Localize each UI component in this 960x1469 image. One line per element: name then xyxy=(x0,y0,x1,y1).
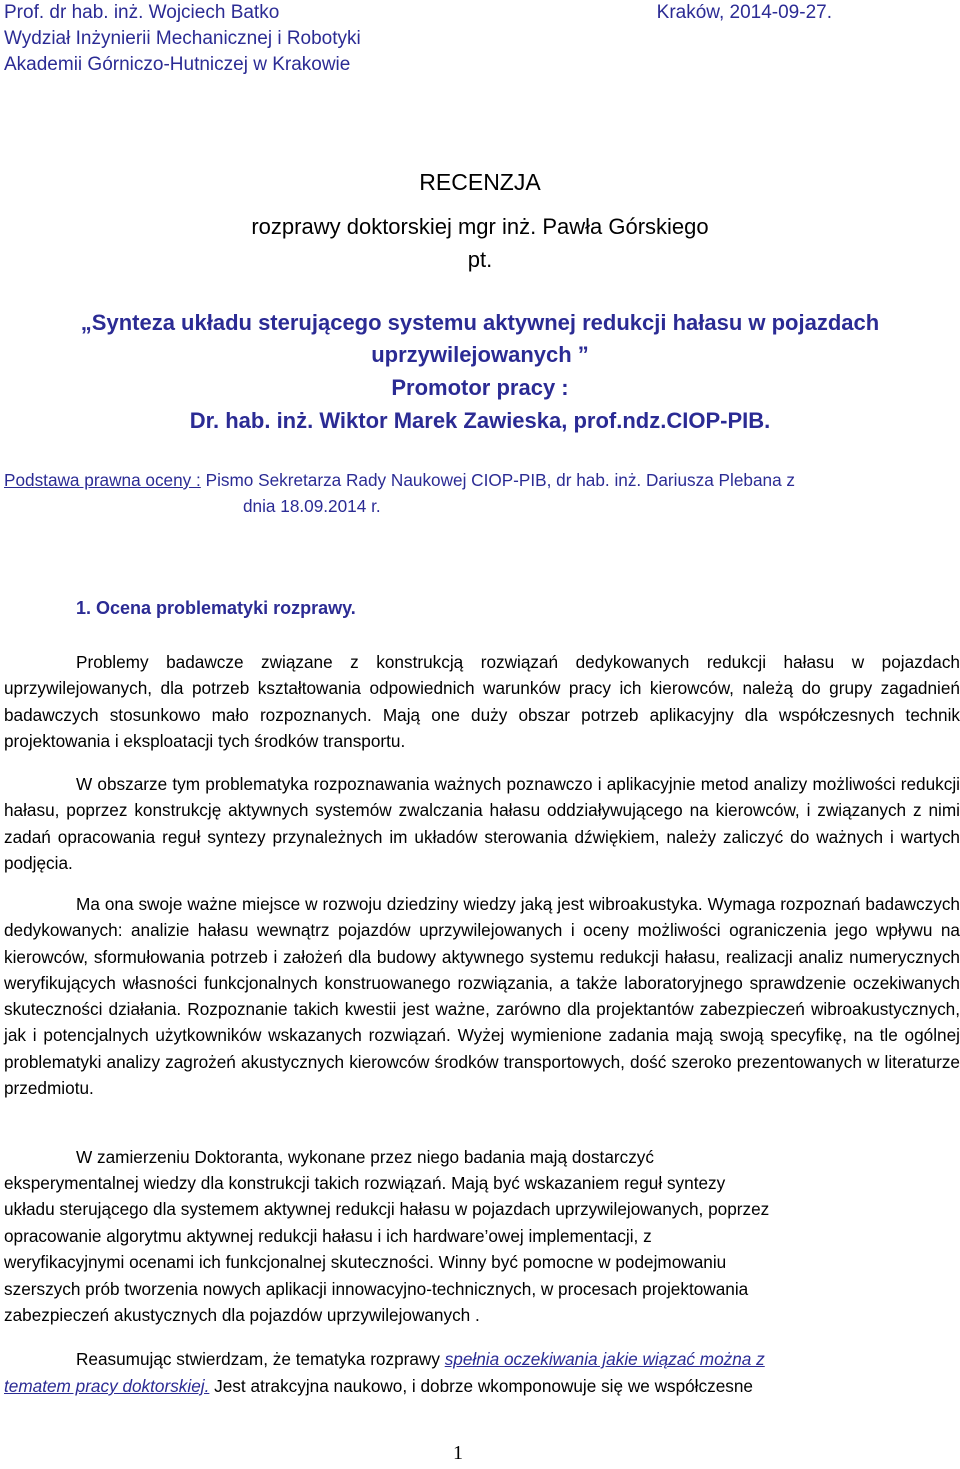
paragraph-5-start: Reasumując stwierdzam, że tematyka rozprawy xyxy=(76,1349,445,1369)
paragraph-1: Problemy badawcze związane z konstrukcją rozwiązań dedykowanych redukcji hałasu w pojazdach uprzywilejowanych, dla potrzeb kształtowania odpowiednich warunków pracy ich kierowców, należą do grupy zagadnień badawczych stosunkowo mało rozpoznanych. Mają one duży obszar potrzeb aplikacyjny dla współczesnych technik projektowania i eksploatacji tych środków transportu. xyxy=(4,652,960,751)
paragraph-5-emphasis-cont: tematem pracy doktorskiej. xyxy=(4,1376,210,1396)
place-date: Kraków, 2014-09-27. xyxy=(656,2,832,23)
paragraph-4-line: eksperymentalnej wiedzy dla konstrukcji takich rozwiązań. Mają być wskazaniem reguł syntezy xyxy=(4,1173,726,1193)
paragraph-4-line: szerszych prób tworzenia nowych aplikacji innowacyjno-technicznych, w procesach projektowania xyxy=(4,1279,749,1299)
page-number: 1 xyxy=(453,1442,463,1464)
legal-basis-date: dnia 18.09.2014 r. xyxy=(243,496,381,516)
legal-basis xyxy=(4,467,795,493)
faculty-line: Wydział Inżynierii Mechanicznej i Robotyki xyxy=(4,28,361,49)
paragraph-5-line2 xyxy=(4,1373,753,1399)
paragraph-5-end: Jest atrakcyjna naukowo, i dobrze wkomponowuje się we współczesne xyxy=(209,1376,753,1396)
section-heading: 1. Ocena problematyki rozprawy. xyxy=(76,598,356,618)
paragraph-3: Ma ona swoje ważne miejsce w rozwoju dziedziny wiedzy jaką jest wibroakustyka. Wymaga rozpoznań badawczych dedykowanych: analizie hałasu wewnątrz pojazdów uprzywilejowanych i oceny możliwości ograniczenia jego wpływu na kierowców, sformułowania potrzeb i założeń dla budowy aktywnego systemu redukcji hałasu, realizacji analiz numerycznych weryfikujących własności funkcjonalnych konstruowanego rozwiązania, a także laboratoryjnego sprawdzenie oczekiwanych skuteczności działania. Rozpoznanie takich kwestii jest ważne, zarówno dla projektantów zabezpieczeń wibroakustycznych, jak i potencjalnych użytkowników wskazanych rozwiązań. Wyżej wymienione zadania mają swoją specyfikę, na tle ogólnej problematyki analizy zagrożeń akustycznych kierowców środków transportowych, dość szeroko prezentowanych w literaturze przedmiotu. xyxy=(4,894,960,1099)
paragraph-2: W obszarze tym problematyka rozpoznawania ważnych poznawczo i aplikacyjnie metod analizy możliwości redukcji hałasu, poprzez konstrukcję aktywnych systemów zwalczania hałasu oddziaływującego na kierowców, i związanych z nimi zadań opracowania reguł syntezy przynależnych im układów sterowania dźwiękiem, należy zaliczyć do ważnych i wartych podjęcia. xyxy=(4,774,960,873)
thesis-title-line2: uprzywilejowanych ” xyxy=(371,342,589,367)
paragraph-4-line: W zamierzeniu Doktoranta, wykonane przez niego badania mają dostarczyć xyxy=(76,1147,654,1167)
dissertation-line: rozprawy doktorskiej mgr inż. Pawła Górskiego xyxy=(251,214,709,239)
promoter-name: Dr. hab. inż. Wiktor Marek Zawieska, prof.ndz.CIOP-PIB. xyxy=(189,408,771,433)
paragraph-4-line: układu sterującego dla systemem aktywnej redukcji hałasu w pojazdach uprzywilejowanych, poprzez xyxy=(4,1199,770,1219)
paragraph-5-line1 xyxy=(76,1346,765,1372)
promoter-label: Promotor pracy : xyxy=(391,375,569,400)
author-line: Prof. dr hab. inż. Wojciech Batko xyxy=(4,2,280,23)
paragraph-4-line: weryfikacyjnymi ocenami ich funkcjonalnej skuteczności. Winny być pomocne w podejmowaniu xyxy=(4,1252,727,1272)
title-prefix: pt. xyxy=(467,247,493,272)
legal-basis-text: Pismo Sekretarza Rady Naukowej CIOP-PIB, dr hab. inż. Dariusza Plebana z xyxy=(200,470,796,490)
legal-basis-label: Podstawa prawna oceny : xyxy=(4,470,201,490)
paragraph-5-emphasis: spełnia oczekiwania jakie wiązać można z xyxy=(444,1349,765,1369)
thesis-title-line1: „Synteza układu sterującego systemu aktywnej redukcji hałasu w pojazdach xyxy=(80,310,880,335)
paragraph-4-line: opracowanie algorytmu aktywnej redukcji hałasu i ich hardware’owej implementacji, z xyxy=(4,1226,652,1246)
paragraph-4-line: zabezpieczeń akustycznych dla pojazdów uprzywilejowanych . xyxy=(4,1305,480,1325)
review-heading: RECENZJA xyxy=(419,169,541,195)
university-line: Akademii Górniczo-Hutniczej w Krakowie xyxy=(4,54,351,75)
